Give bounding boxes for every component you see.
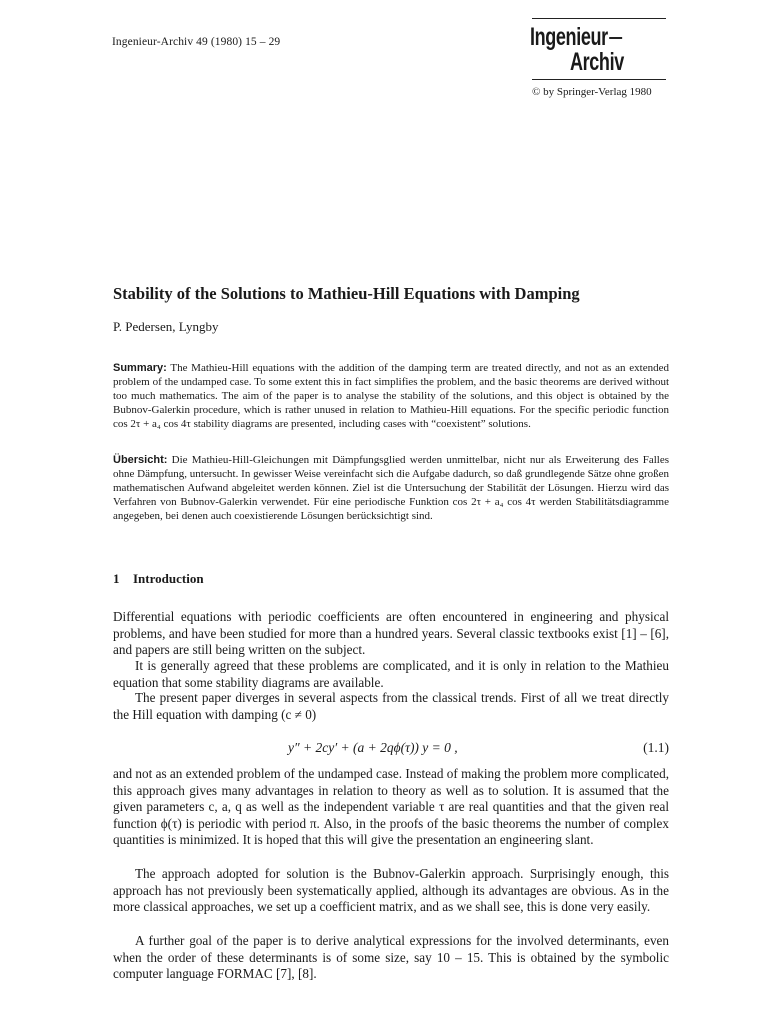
section-heading <box>113 571 204 587</box>
paragraph-6: A further goal of the paper is to derive analytical expressions for the involved determinants, even when the order of these determinants is of some size, say 10 – 15. This is obtained by the symbolic computer language FORMAC [7], [8]. <box>113 933 669 981</box>
equation-expression: y″ + 2cy′ + (a + 2qϕ(τ)) y = 0 , <box>288 740 458 755</box>
journal-reference: Ingenieur-Archiv 49 (1980) 15 – 29 <box>112 36 281 48</box>
section-title: Introduction <box>133 571 204 586</box>
article-title: Stability of the Solutions to Mathieu-Hill Equations with Damping <box>113 284 580 303</box>
paragraph-2: It is generally agreed that these problems are complicated, and it is only in relation to the Mathieu equation that some stability diagrams are available. <box>113 658 669 690</box>
logo-bottom-rule <box>532 79 666 80</box>
uebersicht-text: Die Mathieu-Hill-Gleichungen mit Dämpfungsglied werden unmittelbar, nicht nur als Erweiterung des Falles ohne Dämpfung, untersucht. In gewisser Weise vereinfacht sich die Aufgabe dadurch, so daß grundlegende Sätze ohne großen mathematischen Aufwand abgeleitet werden können. Ziel ist die Untersuchung der Stabilität der Lösungen. Hierzu wird das Verfahren von Bubnov-Galerkin verwendet. Für eine periodische Funktion cos 2τ + a₄ cos 4τ werden Stabilitätsdiagramme angegeben, bei denen auch coexistierende Lösungen berücksichtigt sind. <box>113 454 670 522</box>
paragraph-5: The approach adopted for solution is the Bubnov-Galerkin approach. Surprisingly enough, this approach has not previously been systematically applied, although its advantages are obvious. As in the more classical approaches, we set up a coefficient matrix, and as we shall see, this is done very easily. <box>113 866 669 914</box>
equation-number: (1.1) <box>643 740 669 755</box>
paragraph-1: Differential equations with periodic coefficients are often encountered in engineering and physical problems, and have been studied for more than a hundred years. Several classic textbooks exist [1] – [6], and papers are still being written on the subject. <box>113 609 669 657</box>
summary-text: The Mathieu-Hill equations with the addition of the damping term are treated directly, and not as an extended problem of the undamped case. To some extent this in fact simplifies the problem, and the basic theorems are derived without too much mathematics. The aim of the paper is to analyse the stability of the solutions, and this object is obtained by the Bubnov-Galerkin procedure, which is rather unused in relation to Mathieu-Hill equations. For the specific periodic function cos 2τ + a₄ cos 4τ stability diagrams are presented, including cases with “coexistent” solutions. <box>113 362 669 430</box>
summary-abstract <box>113 362 669 432</box>
german-abstract <box>113 454 669 524</box>
uebersicht-label: Übersicht: <box>113 454 168 466</box>
article-author: P. Pedersen, Lyngby <box>113 319 219 334</box>
paragraph-4: and not as an extended problem of the undamped case. Instead of making the problem more complicated, this approach gives many advantages in relation to theory as well as to solution. It is assumed that the given parameters c, a, q as well as the independent variable τ are real quantities and that the given real function ϕ(τ) is periodic with period π. Also, in the proofs of the basic theorems the number of complex quantities is minimized. It is hoped that this will give the presentation an engineering slant. <box>113 766 669 847</box>
logo-dash <box>609 37 622 39</box>
logo-top-rule <box>532 18 666 19</box>
copyright-notice: © by Springer-Verlag 1980 <box>532 86 652 98</box>
logo-line-1 <box>530 25 629 50</box>
logo-word-archiv: Archiv <box>570 48 624 76</box>
logo-word-ingenieur: Ingenieur <box>530 23 608 51</box>
journal-logo <box>530 18 668 98</box>
summary-label: Summary: <box>113 362 167 374</box>
paragraph-3: The present paper diverges in several aspects from the classical trends. First of all we treat directly the Hill equation with damping (c ≠ 0) <box>113 690 669 722</box>
section-number: 1 <box>113 571 120 586</box>
